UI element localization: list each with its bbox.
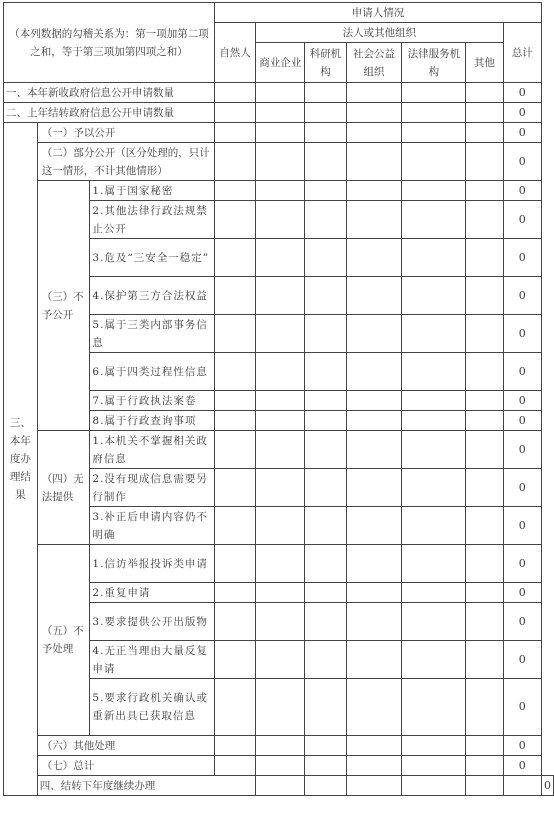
- row-label: 四、结转下年度继续办理: [37, 776, 255, 796]
- table-row: [4, 103, 554, 123]
- row-total: 0: [503, 239, 541, 277]
- row-total: 0: [503, 431, 541, 469]
- row-label: 3.危及“三安全一稳定”: [90, 239, 215, 277]
- row-total: 0: [503, 507, 541, 545]
- row-label: 8.属于行政查询事项: [90, 411, 215, 431]
- row-total: 0: [503, 583, 541, 603]
- table-row: [4, 83, 554, 103]
- row-label: 1.信访举报投诉类申请: [90, 545, 215, 583]
- social-header: 社会公益组织: [346, 43, 402, 83]
- row-total: 0: [503, 143, 541, 181]
- group-label: （四）无法提供: [37, 431, 90, 545]
- row-label: 2.其他法律行政法规禁止公开: [90, 201, 215, 239]
- table-row: [4, 123, 554, 143]
- row-label: 1.属于国家秘密: [90, 181, 215, 201]
- row-label: （二）部分公开（区分处理的，只计这一情形，不计其他情形）: [37, 143, 214, 181]
- table-row: [4, 776, 554, 796]
- table-note-cell: [4, 3, 215, 83]
- table-row: [4, 181, 554, 201]
- row-total: 0: [503, 315, 541, 353]
- legal-service-header: 法律服务机构: [402, 43, 466, 83]
- row-total: 0: [503, 545, 541, 583]
- row-total: 0: [503, 469, 541, 507]
- applicant-header: 申请人情况: [214, 3, 541, 23]
- natural-person-header: 自然人: [214, 23, 255, 83]
- row-total: 0: [503, 103, 541, 123]
- row-total: 0: [503, 736, 541, 756]
- row-label: 1.本机关不掌握相关政府信息: [90, 431, 215, 469]
- row-total: 0: [503, 123, 541, 143]
- group-label: （五）不予处理: [37, 545, 90, 736]
- disclosure-statistics-table: [3, 2, 554, 796]
- row-total: 0: [503, 277, 541, 315]
- row-label: （六）其他处理: [37, 736, 214, 756]
- row-label: 3.要求提供公开出版物: [90, 603, 215, 641]
- table-row: [4, 736, 554, 756]
- row-label: 7.属于行政执法案卷: [90, 391, 215, 411]
- row-total: 0: [503, 756, 541, 776]
- row-label: 6.属于四类过程性信息: [90, 353, 215, 391]
- row-total: 0: [503, 603, 541, 641]
- group-label: （三）不予公开: [37, 181, 90, 431]
- row-total: 0: [503, 181, 541, 201]
- section-label: 三、本年度办理结果: [4, 123, 38, 796]
- total-header: 总计: [503, 23, 541, 83]
- table-row: [4, 143, 554, 181]
- row-label: （七）总计: [37, 756, 214, 776]
- row-label: 5.要求行政机关确认或重新出具已获取信息: [90, 679, 215, 736]
- row-label: 3.补正后申请内容仍不明确: [90, 507, 215, 545]
- row-label: （一）予以公开: [37, 123, 214, 143]
- row-total: 0: [503, 679, 541, 736]
- table-note: （本列数据的勾稽关系为：第一项加第二项之和，等于第三项加第四项之和）: [9, 27, 209, 58]
- legal-group-header: 法人或其他组织: [256, 23, 503, 43]
- row-total: 0: [503, 411, 541, 431]
- row-total: 0: [503, 353, 541, 391]
- row-label: 4.无正当理由大量反复申请: [90, 641, 215, 679]
- row-total: 0: [503, 391, 541, 411]
- row-label: 一、本年新收政府信息公开申请数量: [4, 83, 215, 103]
- row-label: 2.没有现成信息需要另行制作: [90, 469, 215, 507]
- row-label: 5.属于三类内部事务信息: [90, 315, 215, 353]
- row-label: 4.保护第三方合法权益: [90, 277, 215, 315]
- research-header: 科研机构: [305, 43, 346, 83]
- table-row: [4, 431, 554, 469]
- row-total: 0: [542, 776, 554, 796]
- table-row: [4, 545, 554, 583]
- table-row: [4, 756, 554, 776]
- row-label: 2.重复申请: [90, 583, 215, 603]
- commercial-header: 商业企业: [256, 43, 305, 83]
- row-total: 0: [503, 201, 541, 239]
- row-total: 0: [503, 641, 541, 679]
- row-label: 二、上年结转政府信息公开申请数量: [4, 103, 215, 123]
- row-total: 0: [503, 83, 541, 103]
- other-header: 其他: [466, 43, 503, 83]
